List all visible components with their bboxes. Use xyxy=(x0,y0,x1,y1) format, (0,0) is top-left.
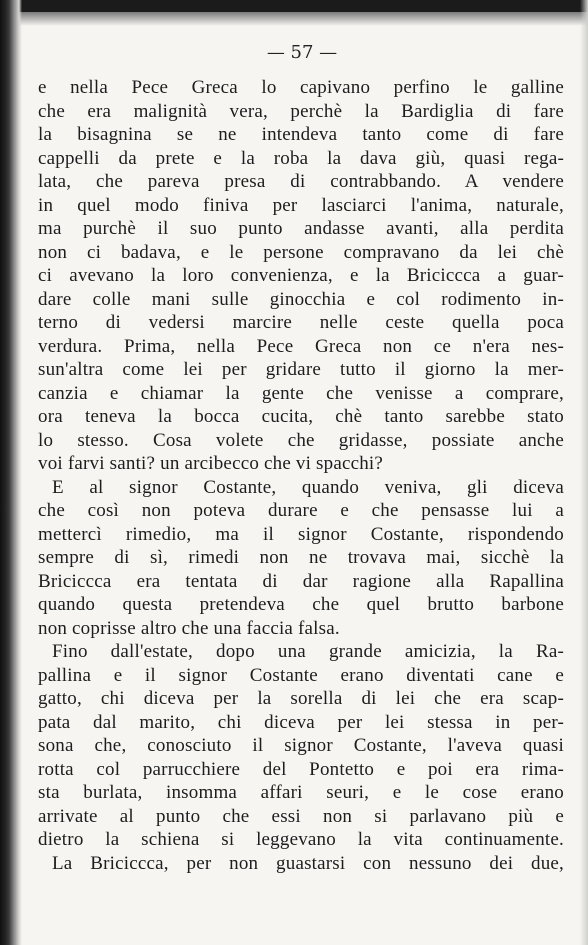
text-line: sona che, conosciuto il signor Costante, l'aveva quasi xyxy=(38,735,564,756)
text-line: non ci badava, e le persone compravano da lei chè xyxy=(38,241,564,263)
text-line: sta burlata, insomma affari seuri, e le cose erano xyxy=(38,782,564,803)
text-line: Briciccca era tentata di dar ragione alla Rapallina xyxy=(38,570,564,592)
scan-top-shadow xyxy=(0,12,588,26)
page-right-edge xyxy=(580,0,588,945)
text-line: sun'altra come lei per gridare tutto il giorno la mer- xyxy=(38,359,564,380)
text-line: ma purchè il suo punto andasse avanti, alla perdita xyxy=(38,218,564,239)
text-line: la bisagnina se ne intendeva tanto come di fare xyxy=(38,124,564,145)
body-text xyxy=(38,76,564,875)
book-spine-shadow xyxy=(0,0,22,945)
text-line: in quel modo finiva per lasciarci l'anima, naturale, xyxy=(38,194,564,216)
text-line: cappelli da prete e la roba la dava giù, quasi rega- xyxy=(38,147,564,169)
scan-top-edge xyxy=(0,0,588,12)
text-line: voi farvi santi? un arcibecco che vi spacchi? xyxy=(38,453,384,474)
text-line: E al signor Costante, quando veniva, gli diceva xyxy=(52,476,564,498)
text-line: lata, che pareva presa di contrabbando. A vendere xyxy=(38,171,564,192)
text-line: che era malignità vera, perchè la Bardiglia di fare xyxy=(38,100,564,122)
text-line: che così non poteva durare e che pensasse lui a xyxy=(38,500,564,521)
text-line: ora teneva la bocca cucita, chè tanto sarebbe stato xyxy=(38,406,564,427)
text-line: terno di vedersi marcire nelle ceste quella poca xyxy=(38,312,564,333)
text-line: lo stesso. Cosa volete che gridasse, possiate anche xyxy=(38,429,564,451)
text-line: pallina e il signor Costante erano diventati cane e xyxy=(38,664,564,686)
text-line: quando questa pretendeva che quel brutto barbone xyxy=(38,594,564,615)
text-line: La Briciccca, per non guastarsi con nessuno dei due, xyxy=(52,852,564,874)
text-line: dare colle mani sulle ginocchia e col rodimento in- xyxy=(38,288,564,310)
text-line: mettercì rimedio, ma il signor Costante, rispondendo xyxy=(38,523,564,545)
text-line: e nella Pece Greca lo capivano perfino le galline xyxy=(38,77,564,98)
text-line: non coprisse altro che una faccia falsa. xyxy=(38,617,340,639)
text-line: sempre di sì, rimedi non ne trovava mai, sicchè la xyxy=(38,547,564,568)
text-line: verdura. Prima, nella Pece Greca non ce n'era nes- xyxy=(38,335,564,357)
text-line: pata dal marito, chi diceva per lei stessa in per- xyxy=(38,711,564,733)
text-line: dietro la schiena si leggevano la vita continuamente. xyxy=(38,829,564,850)
text-line: canzia e chiamar la gente che venisse a comprare, xyxy=(38,382,564,404)
text-line: Fino dall'estate, dopo una grande amicizia, la Ra- xyxy=(52,641,564,662)
text-line: arrivate al punto che essi non si parlavano più e xyxy=(38,805,564,827)
text-line: gatto, chi diceva per la sorella di lei che era scap- xyxy=(38,688,564,709)
text-line: rotta col parrucchiere del Pontetto e poi era rima- xyxy=(38,758,564,780)
page-number: — 57 — xyxy=(266,42,338,63)
text-line: ci avevano la loro convenienza, e la Briciccca a guar- xyxy=(38,265,564,286)
